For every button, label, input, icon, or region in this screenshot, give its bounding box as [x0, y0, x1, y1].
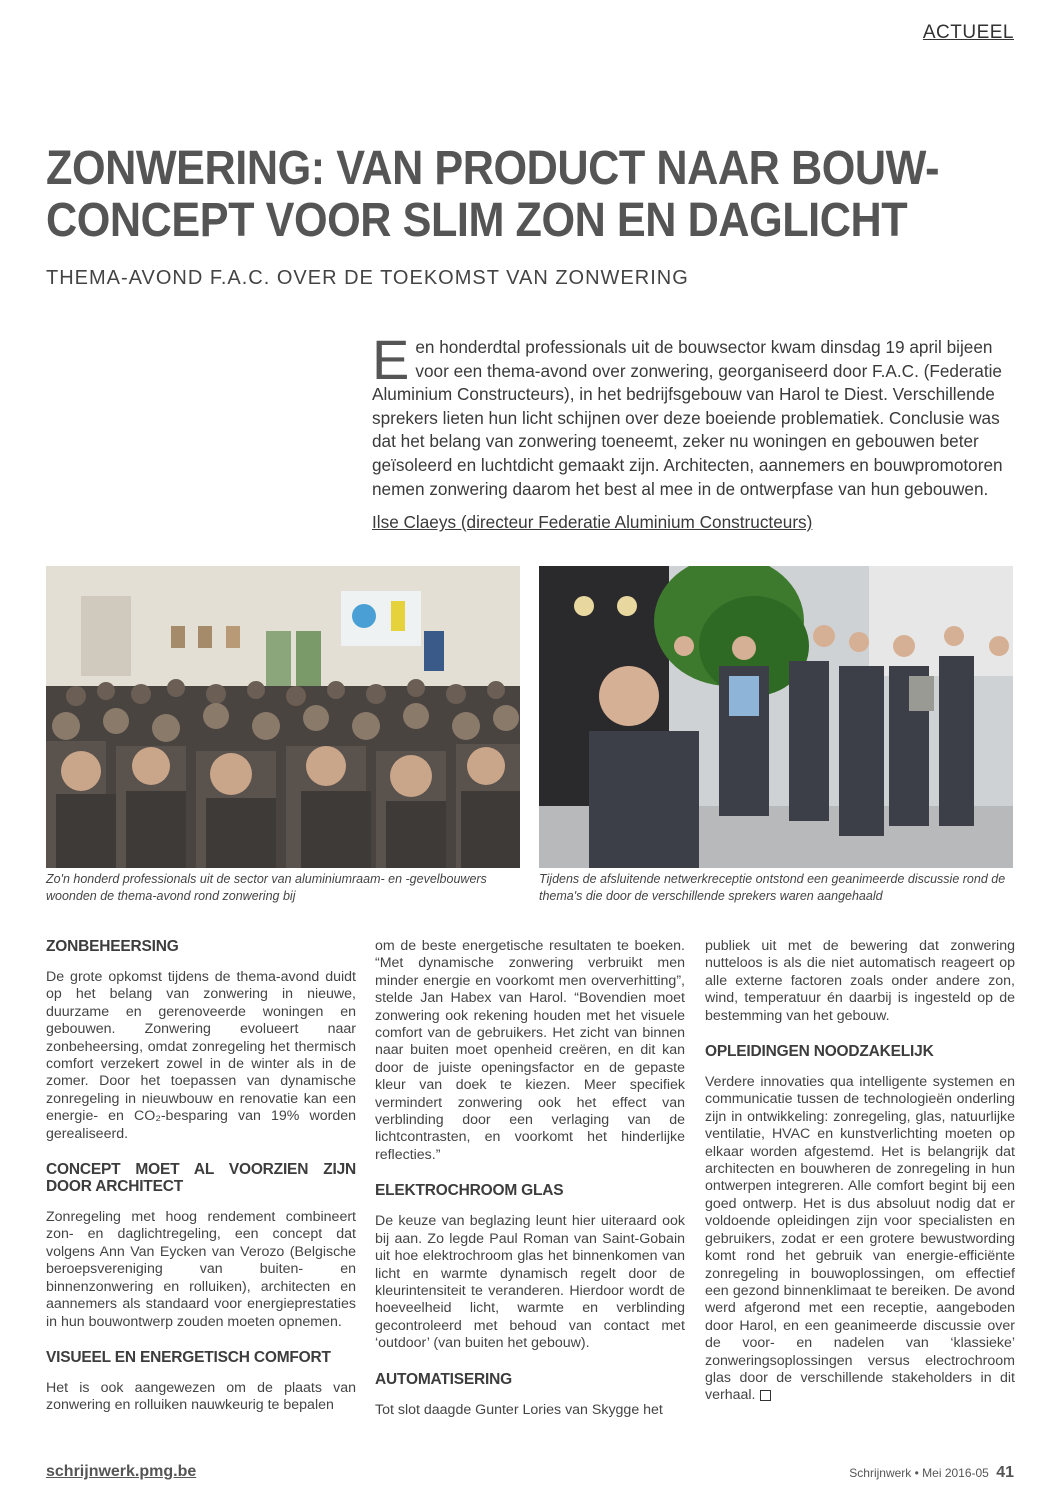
title-line-1: ZONWERING: VAN PRODUCT NAAR BOUW-: [46, 142, 940, 195]
end-mark-icon: [760, 1390, 771, 1401]
paragraph-automatisering-start: Tot slot daagde Gunter Lories van Skygge het: [375, 1401, 663, 1418]
page-number: 41: [996, 1464, 1014, 1481]
section-tag[interactable]: ACTUEEL: [922, 22, 1014, 43]
article-subtitle: THEMA-AVOND F.A.C. OVER DE TOEKOMST VAN ZONWERING: [46, 267, 689, 289]
audience-photo: [46, 566, 520, 868]
column-3: [705, 938, 1015, 1423]
heading-zonbeheersing: ZONBEHEERSING: [46, 938, 179, 955]
title-line-2: CONCEPT VOOR SLIM ZON EN DAGLICHT: [46, 194, 908, 247]
reception-photo: [539, 566, 1013, 868]
paragraph-opleidingen-text: Verdere innovaties qua intelligente systemen en communicatie tussen de technologieën onderling zijn in ontwikkeling: zonregeling, glas, natuurlijke ventilatie, HVAC en kunstverlichting moeten op elkaar worden afgestemd. Het is belangrijk dat architecten en bouwheren de zonregeling in hun ontwerpen integreren. Alle comfort begint bij een goed ontwerp. Het is dus absoluut nodig dat er voldoende opleidingen zijn voor specialisten en gebruikers, zodat er een grotere bewustwording komt rond het gebruik van energie-efficiënte zonregeling in bouwoplossingen, om effectief een gezond binnenklimaat te bereiken. De avond werd afgerond met een receptie, aangeboden door Harol, en een geanimeerde discussie over de voor- en nadelen van ‘klassieke’ zonweringsoplossingen versus electrochroom glas door de verschillende stakeholders in dit verhaal.: [705, 1074, 1015, 1404]
heading-elektrochroom: ELEKTROCHROOM GLAS: [375, 1182, 564, 1200]
paragraph-concept: Zonregeling met hoog rendement combineert zon- en daglichtregeling, een concept dat volgens Ann Van Eycken van Verozo (Belgische beroepsvereniging van buiten- en binnenzonwering en rolluiken), architecten en aannemers als standaard voor energieprestaties in hun bouwontwerp zouden moeten opnemen.: [46, 1209, 356, 1330]
paragraph-opleidingen: [705, 1074, 1015, 1405]
intro-block: [372, 328, 1012, 535]
footer-site-link[interactable]: schrijnwerk.pmg.be: [46, 1463, 197, 1480]
column-2: [375, 938, 685, 1437]
issue-label: Schrijnwerk • Mei 2016-05: [849, 1466, 989, 1480]
heading-concept: CONCEPT MOET AL VOORZIEN ZIJN DOOR ARCHITECT: [46, 1161, 356, 1196]
paragraph-zonbeheersing: De grote opkomst tijdens de thema-avond duidt op het belang van zonwering in nieuwe, duurzame en gerenoveerde woningen en gebouwen. Zonwering evolueert naar zonbeheersing, omdat zonregeling het thermisch comfort verzekert zowel in de winter als in de zomer. Door het toepassen van dynamische zonregeling in nieuwbouw en renovatie kan een energie- en CO₂-besparing van 19% worden gerealiseerd.: [46, 969, 356, 1142]
intro-text: en honderdtal professionals uit de bouwsector kwam dinsdag 19 april bijeen voor een thema-avond over zonwering, georganiseerd door F.A.C. (Federatie Aluminium Constructeurs), in het bedrijfsgebouw van Harol te Diest. Verschillende sprekers lieten hun licht schijnen over deze boeiende problematiek. Conclusie was dat het belang van zonwering toeneemt, zeker nu woningen en gebouwen beter geïsoleerd en luchtdicht gemaakt zijn. Architecten, aannemers en bouwpromotoren nemen zonwering daarom het best al mee in de ontwerpfase van hun gebouwen.: [372, 337, 1003, 499]
column-1: [46, 938, 356, 1433]
drop-cap: E: [372, 328, 410, 391]
footer-issue: [849, 1464, 1014, 1482]
heading-automatisering: AUTOMATISERING: [375, 1370, 512, 1388]
heading-opleidingen: OPLEIDINGEN NOODZAKELIJK: [705, 1043, 934, 1061]
left-photo-caption: Zo'n honderd professionals uit de sector van aluminiumraam- en -gevelbouwers woonden de thema-avond rond zonwering bij: [46, 872, 487, 903]
intro-author[interactable]: Ilse Claeys (directeur Federatie Aluminium Constructeurs): [372, 512, 813, 533]
paragraph-visueel-cont: om de beste energetische resultaten te boeken. “Met dynamische zonwering verbruikt men minder energie en voorkomt men oververhitting”, stelde Jan Habex van Harol. “Bovendien moet zonwering ook rekening houden met het visuele comfort van de gebruikers. Het zicht van binnen naar buiten moet openheid creëren, en dit kan door de juiste openingsfactor en de gepaste kleur van doek te kiezen. Meer specifiek vermindert zonwering ook het effect van verblinding door een verlaging van de lichtcontrasten, en voorkomt het hinderlijke reflecties.”: [375, 938, 685, 1163]
right-photo-caption: Tijdens de afsluitende netwerkreceptie ontstond een geanimeerde discussie rond de thema's die door de verschillende sprekers waren aangehaald: [539, 872, 1006, 903]
heading-visueel: VISUEEL EN ENERGETISCH COMFORT: [46, 1348, 331, 1366]
paragraph-visueel-start: Het is ook aangewezen om de plaats van zonwering en rolluiken nauwkeurig te bepalen: [46, 1379, 356, 1414]
article-title: [46, 142, 940, 247]
paragraph-automatisering-cont: publiek uit met de bewering dat zonwering nutteloos is als die niet automatisch reageert op alle externe factoren zoals onder andere zon, wind, temperatuur én daarbij is ingesteld op de bestemming van het gebouw.: [705, 938, 1015, 1024]
paragraph-elektrochroom: De keuze van beglazing leunt hier uiteraard ook bij aan. Zo legde Paul Roman van Saint-Gobain uit hoe elektrochroom glas het binnenkomen van licht en warmte dynamisch regelt door de kleurintensiteit te veranderen. Hierdoor wordt de hoeveelheid licht, warmte en verblinding gecontroleerd met behoud van contact met ‘outdoor’ (van buiten het gebouw).: [375, 1213, 685, 1352]
